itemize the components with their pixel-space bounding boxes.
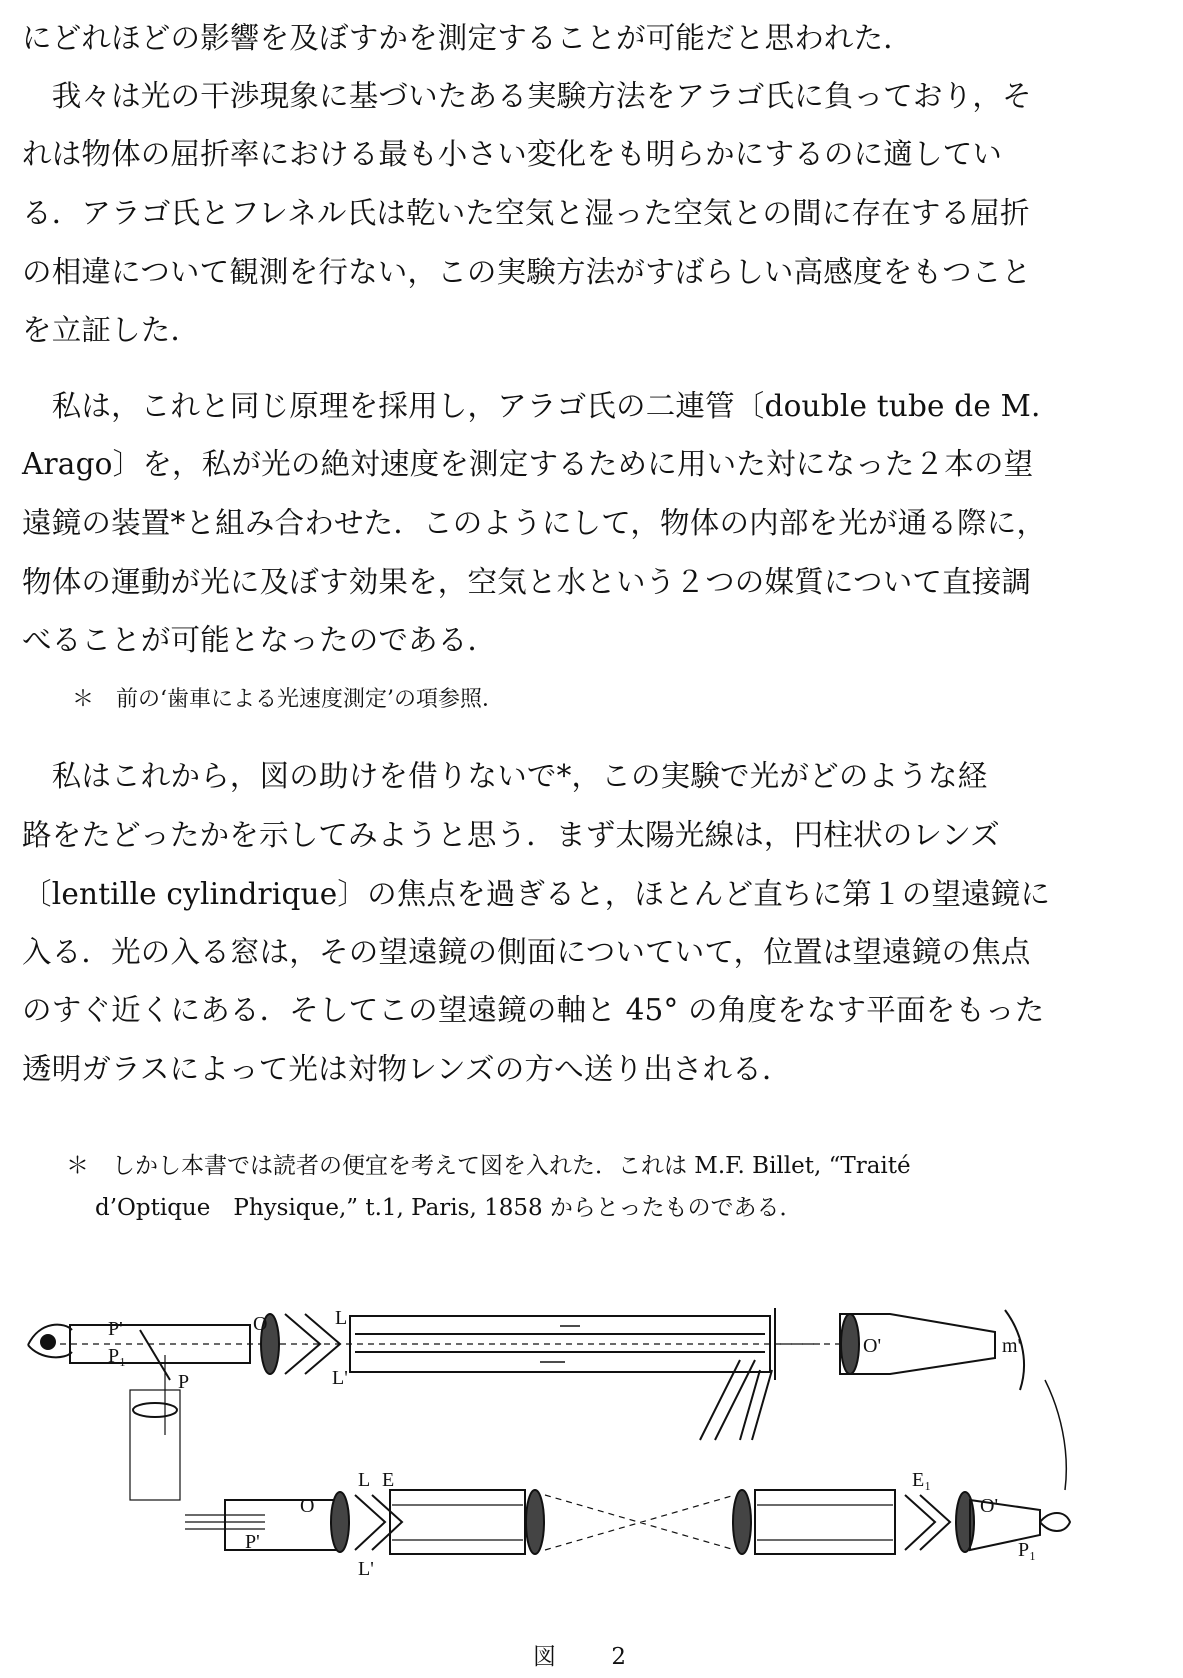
label-o-lower: O xyxy=(300,1495,315,1517)
text-line: 遠鏡の装置*と組み合わせた．このようにして，物体の内部を光が通る際に， xyxy=(22,506,1047,540)
text-line: のすぐ近くにある．そしてこの望遠鏡の軸と 45° の角度をなす平面をもった xyxy=(22,993,1045,1027)
label-o-prime: O' xyxy=(863,1335,882,1357)
label-e1: E₁ xyxy=(912,1469,932,1491)
label-p: P xyxy=(178,1371,190,1393)
text-line: 入る．光の入る窓は，その望遠鏡の側面についていて，位置は望遠鏡の焦点 xyxy=(22,935,1031,969)
label-p1-lower: P₁ xyxy=(1018,1539,1037,1561)
text-line: 〔lentille cylindrique〕の焦点を過ぎると，ほとんど直ちに第１の望遠鏡に xyxy=(22,877,1051,911)
footnote-reference: ＊ 前の‘歯車による光速度測定’の項参照． xyxy=(72,687,504,712)
text-line: を立証した． xyxy=(22,313,201,347)
text-line: にどれほどの影響を及ぼすかを測定することが可能だと思われた． xyxy=(22,21,914,55)
label-l-prime-lower: L' xyxy=(358,1558,374,1580)
text-line: 透明ガラスによって光は対物レンズの方へ送り出される． xyxy=(22,1052,792,1086)
text-line: Arago〕を，私が光の絶対速度を測定するために用いた対になった２本の望 xyxy=(22,447,1034,481)
label-p-prime: P' xyxy=(108,1318,123,1340)
label-m: m' xyxy=(1002,1335,1022,1357)
text-line: 物体の運動が光に及ぼす効果を，空気と水という２つの媒質について直接調 xyxy=(22,565,1032,599)
text-line: る．アラゴ氏とフレネル氏は乾いた空気と湿った空気との間に存在する屈折 xyxy=(22,196,1030,230)
apparatus-diagram xyxy=(20,1300,1165,1600)
footnote-figure-source-cont: d’Optique Physique,” t.1, Paris, 1858 からとったものである． xyxy=(95,1195,803,1221)
text-line: の相違について観測を行ない，この実験方法がすばらしい高感度をもつこと xyxy=(22,255,1032,289)
eye-icon-lower xyxy=(1040,1513,1070,1531)
text-line: 路をたどったかを示してみようと思う．まず太陽光線は，円柱状のレンズ xyxy=(22,818,1000,852)
text-line: 私は，これと同じ原理を採用し，アラゴ氏の二連管〔double tube de M. xyxy=(22,389,1041,423)
label-o-prime-lower: O' xyxy=(980,1495,999,1517)
figure-caption: 図 2 xyxy=(533,1644,650,1670)
label-l: L xyxy=(335,1307,348,1329)
text-line: べることが可能となったのである． xyxy=(22,623,498,657)
label-l-prime: L' xyxy=(332,1367,348,1389)
label-l-lower: L xyxy=(358,1469,371,1491)
text-line: 私はこれから，図の助けを借りないで*，この実験で光がどのような経 xyxy=(22,759,988,793)
label-o: O xyxy=(253,1313,268,1335)
text-line: れは物体の屈折率における最も小さい変化をも明らかにするのに適してい xyxy=(22,137,1003,171)
eye-pupil xyxy=(41,1335,55,1349)
label-p1: P₁ xyxy=(108,1345,127,1367)
label-p-prime-lower: P' xyxy=(245,1531,260,1553)
footnote-figure-source: ＊ しかし本書では読者の便宜を考えて図を入れた．これは M.F. Billet, “Traité xyxy=(66,1153,911,1179)
label-e: E xyxy=(382,1469,395,1491)
text-line: 我々は光の干渉現象に基づいたある実験方法をアラゴ氏に負っており，そ xyxy=(22,79,1032,113)
